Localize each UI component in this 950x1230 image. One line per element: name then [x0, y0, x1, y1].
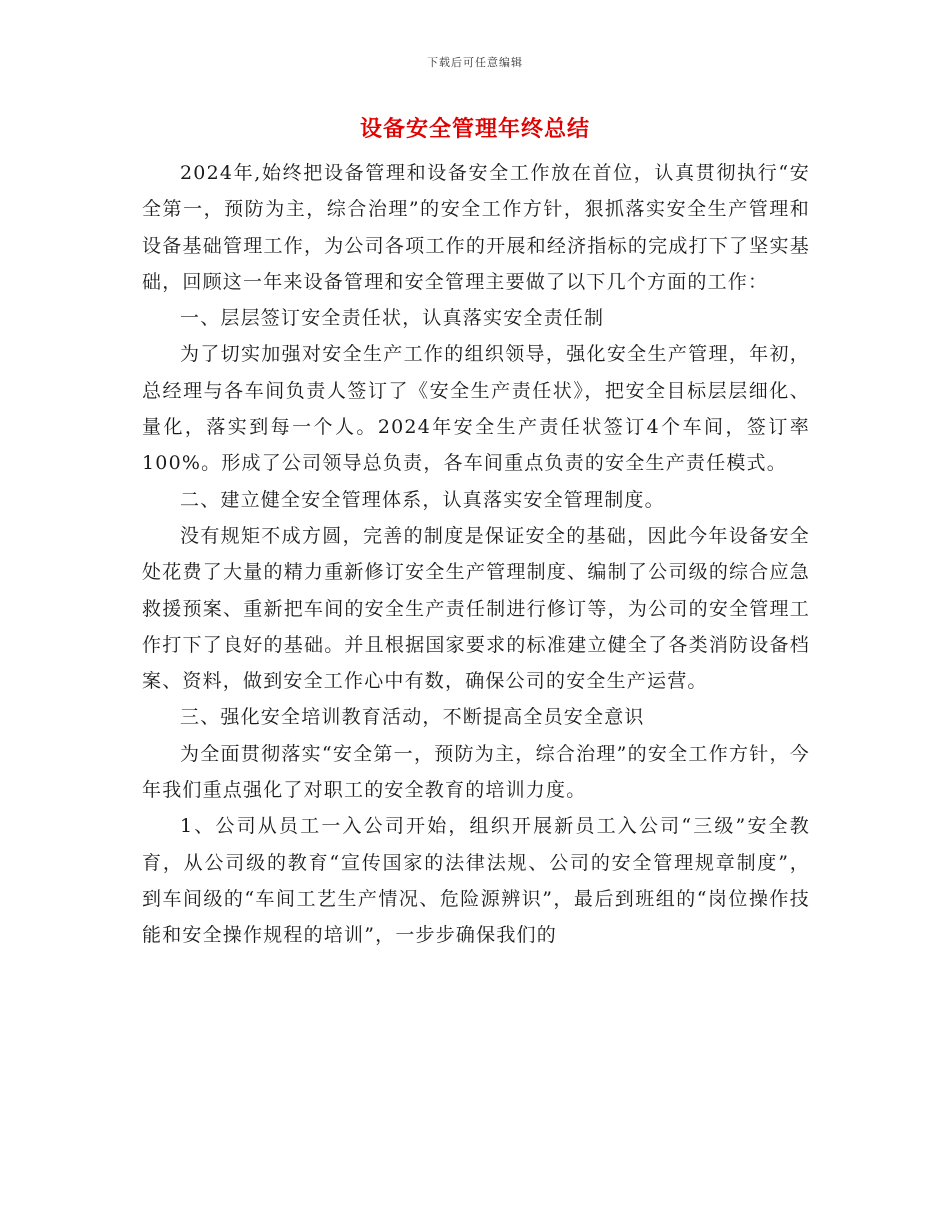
section-heading-3: 三、强化安全培训教育活动，不断提高全员安全意识 — [180, 706, 645, 729]
section-heading-2: 二、建立健全安全管理体系，认真落实安全管理制度。 — [180, 488, 665, 511]
paragraph-section-1: 为了切实加强对安全生产工作的组织领导，强化安全生产管理，年初，总经理与各车间负责人签订了《安全生产责任状》，把安全目标层层细化、量化，落实到每一个人。2024年安全生产责任状签订4个车间，签订率100%。形成了公司领导总负责，各车间重点负责的安全生产责任模式。 — [142, 343, 810, 475]
paragraph-intro: 2024年,始终把设备管理和设备安全工作放在首位，认真贯彻执行“安全第一，预防为主，综合治理”的安全工作方针，狠抓落实安全生产管理和设备基础管理工作，为公司各项工作的开展和经济指标的完成打下了坚实基础，回顾这一年来设备管理和安全管理主要做了以下几个方面的工作： — [142, 162, 810, 293]
paragraph-section-3: 为全面贯彻落实“安全第一，预防为主，综合治理”的安全工作方针，今年我们重点强化了对职工的安全教育的培训力度。 — [142, 742, 810, 802]
header-note: 下载后可任意编辑 — [427, 56, 523, 69]
section-heading-1: 一、层层签订安全责任状，认真落实安全责任制 — [180, 307, 605, 330]
document-body — [142, 155, 810, 954]
paragraph-section-2: 没有规矩不成方圆，完善的制度是保证安全的基础，因此今年设备安全处花费了大量的精力重新修订安全生产管理制度、编制了公司级的综合应急救援预案、重新把车间的安全生产责任制进行修订等，为公司的安全管理工作打下了良好的基础。并且根据国家要求的标准建立健全了各类消防设备档案、资料，做到安全工作心中有数，确保公司的安全生产运营。 — [142, 524, 810, 693]
document-title: 设备安全管理年终总结 — [359, 116, 590, 142]
paragraph-item-1: 1、公司从员工一入公司开始，组织开展新员工入公司“三级”安全教育，从公司级的教育“宣传国家的法律法规、公司的安全管理规章制度”，到车间级的“车间工艺生产情况、危险源辨识”，最后到班组的“岗位操作技能和安全操作规程的培训”，一步步确保我们的 — [142, 815, 810, 947]
